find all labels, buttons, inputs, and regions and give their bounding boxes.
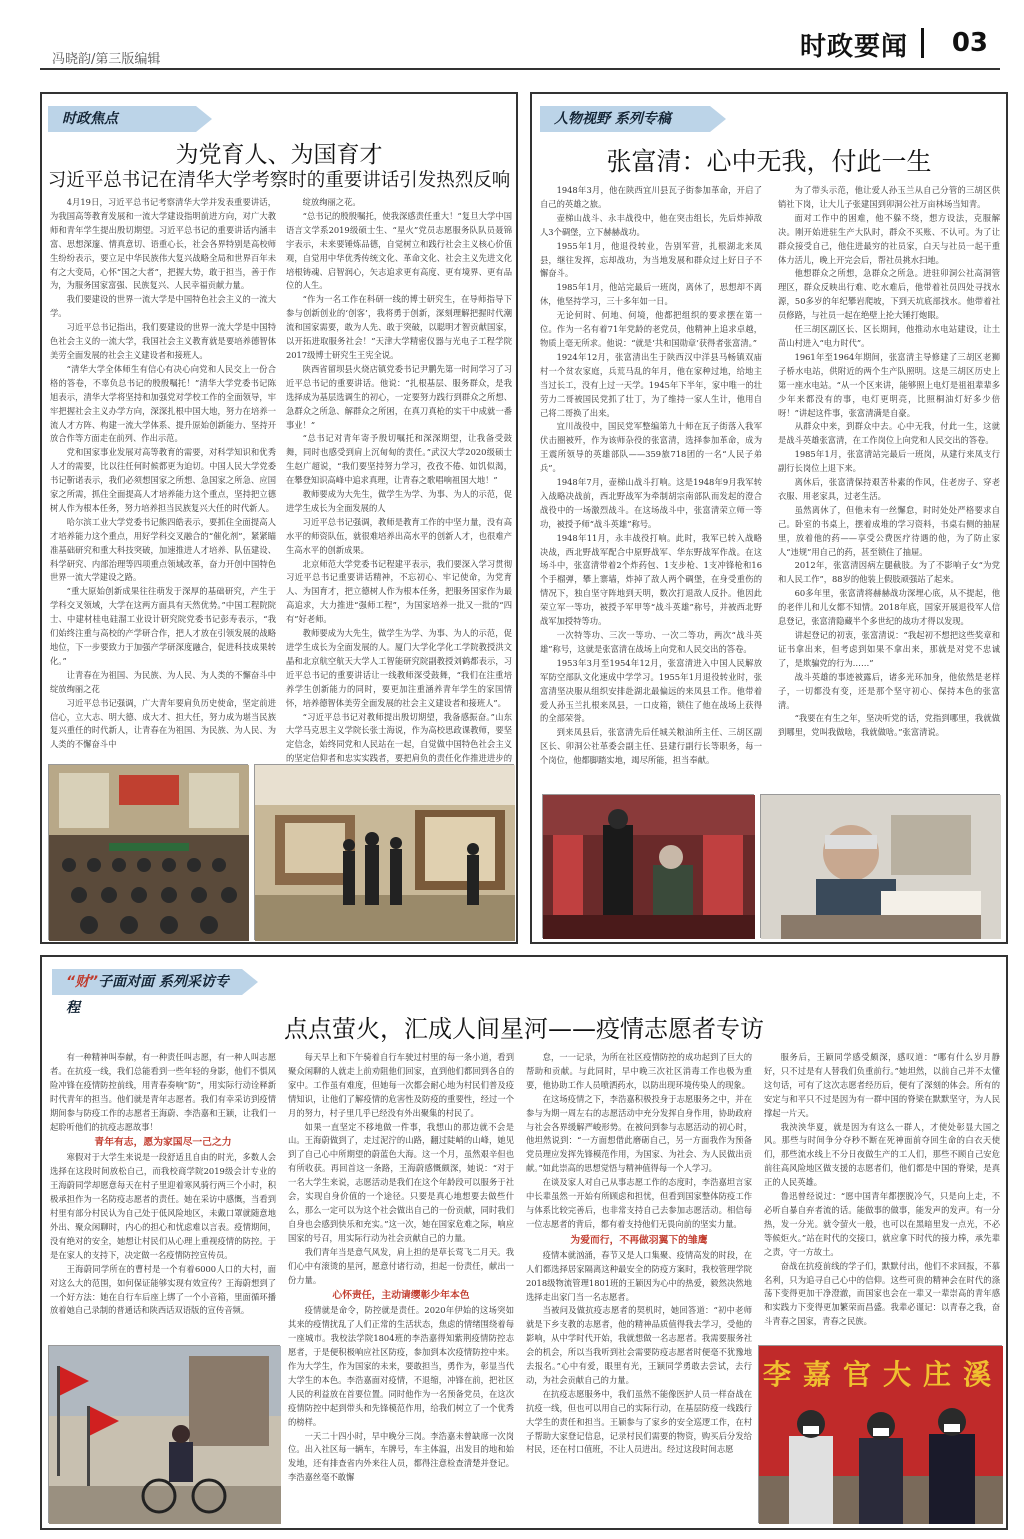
paragraph: 北京师范大学党委书记程建平表示，我们要深入学习贯彻习近平总书记重要讲话精神，不忘初心、牢记使命，为党育人、为国育才，把立德树人作为根本任务，把服务国家作为最高追求，大力推进“强师工程”，为国家培养一批又一批的“四有”好老师。 (286, 558, 512, 625)
left-article-box (40, 92, 518, 944)
bottom-tag-mark: “财” (66, 974, 99, 990)
right-article-box (530, 92, 1008, 944)
banner-char-5: 庄 (923, 1358, 952, 1391)
paragraph: 1955年1月，他退役转业，告别军营，扎根湖北来凤县，继往发挥，忘却战功，为当地发展和群众过上好日子不懈奋斗。 (540, 240, 762, 279)
paragraph: 1924年12月，张富清出生于陕西汉中洋县马畅镇双庙村一个贫农家庭，兵荒马乱的年月，他在家种过地，给地主当过长工，没有上过一天学。1945年下半年，家中唯一的壮劳力二哥被国民党抓了壮丁，为了维持一家人生计，他用自己将二哥换了出来。 (540, 351, 762, 418)
paragraph: 讲起登记的初衷，张富清说：“我起初不想把这些奖章和证书拿出来，但考虑到如果不拿出来，那就是对党不忠诚了，是欺骗党的行为……” (778, 630, 1000, 668)
paragraph: “作为一名工作在科研一线的博士研究生，在导师指导下参与创新创业的‘创客’，我将勇于创新，深刻理解把握时代潮流和国家需要，敢为人先、敢于突破，以聪明才智贡献国家，以开拓进取服务社会！”天津大学精密仪器与光电子工程学院2017级博士研究生王宪全说。 (286, 294, 512, 360)
section-subheading: 心怀责任，主动请缨彰少年本色 (332, 1290, 470, 1302)
bottom-article-column-3 (526, 1051, 752, 1523)
paragraph: 让青春在为祖国、为民族、为人民、为人类的不懈奋斗中绽放绚丽之花 (50, 669, 276, 694)
paragraph: 疫情本就汹涌，春节又是人口集聚、疫情高发的时段，在人们都选择居家隔离这种最安全的防疫方案时，我校管理学院2018级物流管理1801班的王颖因为心中的热爱，毅然决然地选择走出家门当一名志愿者。 (526, 1249, 752, 1302)
paragraph: 陕西省留坝县火烧店镇党委书记尹鹏先第一时间学习了习近平总书记的重要讲话。他说：“扎根基层、服务群众，是我选择成为基层选调生的初心，一定要努力践行到群众之所想、急群众之所急、解群众之所困，在真刀真枪的实干中成就一番事业！” (286, 363, 512, 430)
paragraph: 战斗英雄的事迹被露后，诸多光环加身，他依然是老样子，一切都没有变，还是那个坚守初心、保持本色的张富清。 (778, 671, 1000, 710)
paragraph: 教师要成为大先生，做学生为学、为事、为人的示范，促进学生成长为全面发展的人 (286, 489, 512, 513)
paragraph: “清华大学全体师生有信心有决心向党和人民交上一份合格的答卷，不辜负总书记的殷殷嘱托！”清华大学党委书记陈旭表示，清华大学将坚持和加强党对学校工作的全面领导，牢牢把握社会主义办学方向，深深扎根中国大地，努力在培养一流人才方阵、构建一流大学体系、提升原始创新能力、坚持开放合作等方面走在前列、作出示范。 (50, 363, 276, 444)
paragraph: 鲁迅曾经说过：“愿中国青年都摆脱冷气，只是向上走，不必听自暴自弃者流的话。能做事的做事，能发声的发声。有一分热，发一分光。就令萤火一般，也可以在黑暗里发一点光，不必等候炬火。”站在时代的交接口，就应拿下时代的接力棒，承先辈之责，守一方故土。 (764, 1191, 1000, 1257)
left-article-title: 为党育人、为国育才 (175, 142, 383, 168)
right-article-title: 张富清：心中无我，付此一生 (606, 147, 932, 176)
right-photo-award (542, 794, 754, 938)
right-article-tag: 人物视野 系列专稿 (540, 106, 710, 132)
paragraph: 1985年1月，他站完最后一班岗，离休了，思想却不离休，他坚持学习，三十多年如一日。 (540, 282, 762, 307)
paragraph: 教师要成为大先生，做学生为学、为事、为人的示范，促进学生成长为全面发展的人。厦门大学化学化工学院教授洪文晶和北京航空航天大学人工智能研究院副教授刘鹤都表示，习近平总书记的重要讲话让一线教师深受鼓舞，“我们在注重培养学生创新能力的同时，要更加注重涵养青年学生的家国情怀，培养德智体美劳全面发展的社会主义建设者和接班人”。 (286, 628, 512, 708)
banner-char-6: 溪 (963, 1358, 992, 1391)
paragraph: 疫情就是命令，防控就是责任。2020年伊始的这场突如其来的疫情扰乱了人们正常的生活状态，焦虑的情绪围绕着每一座城市。我校法学院1804班的李浩嘉得知紫荆疫情防控志愿者，于是便积极响应社区防疫，参加到本次疫情防控中来。作为大学生，作为国家的未来，要敢担当，勇作为，彰显当代大学生的本色。李浩嘉面对疫情，不退缩，冲锋在前，把社区人民的利益放在首要位置。同时他作为一名预备党员，在这次疫情防控中起到带头和先锋模范作用，给我们树立了一个优秀的榜样。 (288, 1305, 514, 1427)
paragraph: 每天早上和下午骑着自行车驶过村里的每一条小道，看到聚众闲聊的人就走上前劝阻他们回家，直到他们都回到各自的家中。工作虽有难度，但她每一次都会耐心地为村民们普及疫情知识，让他们了解疫情的危害性及防疫的重要性，经过一个月的努力，村子里几乎已经没有外出聚集的村民了。 (288, 1052, 514, 1118)
bottom-article-title: 点点萤火，汇成人间星河——疫情志愿者专访 (284, 1015, 764, 1043)
paragraph: 无论何时、何地、何境，他都把组织的要求摆在第一位。作为一名有着71年党龄的老党员，他精神上追求卓越，物质上毫无所求。他说：“就是‘共和国勋章’获得者张富清。” (540, 310, 762, 348)
bottom-tag-text: 子面对面 系列采访专程 (66, 974, 229, 1016)
left-article-column-1 (50, 196, 276, 754)
bottom-article-column-4 (764, 1051, 1000, 1339)
paragraph: 怠，一一记录，为所在社区疫情防控的成功起到了巨大的帮助和贡献。与此同时，早中晚三次社区消毒工作也极为重要，他协助工作人员喷洒药水，以防出现环境传染人的现象。 (526, 1052, 752, 1090)
bottom-article-column-2 (288, 1051, 514, 1523)
bottom-article-tag (52, 969, 242, 1016)
paragraph: 习近平总书记指出，我们要建设的世界一流大学是中国特色社会主义的一流大学，我国社会主义教育就是要培养德智体美劳全面发展的社会主义建设者和接班人。 (50, 322, 276, 360)
right-article-column-2 (778, 184, 1000, 892)
paragraph: 1948年3月，他在陕西宜川县瓦子街参加革命，开启了自己的英雄之旅。 (540, 185, 762, 209)
paragraph: 4月19日，习近平总书记考察清华大学并发表重要讲话，为我国高等教育发展和一流大学建设指明前进方向，对广大教师和青年学生提出殷切期望。习近平总书记的重要讲话内涵丰富、思想深邃、情真意切、语重心长，社会各界特别是高校师生纷纷表示，要立足中华民族伟大复兴战略全局和世界百年未有之大变局，心怀“国之大者”，把握大势，敢于担当，善于作为，为服务国家富强、民族复兴、人民幸福贡献力量。 (50, 197, 276, 291)
paragraph: 1953年3月至1954年12月，张富清进入中国人民解放军防空部队文化速成中学学习。1955年1月退役转业时，张富清坚决服从组织安排赴湖北最偏远的来凤县工作。他带着爱人孙玉兰扎根来凤县，一口皮箱，锁住了他在战场上获得的全部荣誉。 (540, 657, 762, 724)
paragraph: 我们青年当是意气风发，肩上担的是草长莺飞二月天。我们心中有滚烫的星河，愿意付诸行动，担起一份责任，献出一份力量。 (288, 1246, 514, 1285)
page-number: 03 (951, 28, 988, 58)
section-title: 时政要闻 (799, 32, 908, 62)
paragraph: 一天二十四小时，早中晚分三岗。李浩嘉未曾缺席一次岗位。出入社区每一辆车，车牌号，车主体温，出发目的地和始发地，还有排查省内外来往人员，都得注意检查清楚并登记。李浩嘉丝毫不敢懈 (288, 1430, 514, 1483)
bottom-photo-volunteers (758, 1345, 1002, 1523)
paragraph: 60多年里，张富清将赫赫战功深埋心底，从不提起，他的老伴儿和儿女都不知情。2018年底，国家开展退役军人信息登记，张富清隐藏半个多世纪的战功才得以发现。 (778, 588, 1000, 627)
paragraph: 王海蔚同学所在的曹村是一个有着6000人口的大村，面对这么大的范围，如何保证能够实现有效宣传？王海蔚想到了一个好方法：她在自行车后座上绑了一个小音箱，里面循环播放着她自己录制的普通话和陕西话双语版的宣传音频。 (50, 1263, 276, 1316)
paragraph: 2012年，张富清因病左腿截肢。为了不影响子女“为党和人民工作”，88岁的他装上假肢顽强站了起来。 (778, 560, 1000, 585)
bottom-article-box (40, 955, 1008, 1530)
paragraph: “习近平总书记对教师提出殷切期望，我备感振奋。”山东大学马克思主义学院长张士海说，作为高校思政课教师，要坚定信念，始终同党和人民站在一起，自觉做中国特色社会主义的坚定信仰者和忠实实践者，要把肩负的责任化作推进进步的 (286, 711, 512, 764)
paragraph: 面对工作中的困难，他不躲不绕，想方设法，克服解决。刚开始进驻生产大队时，群众不买账、不认可。为了让群众接受自己，他住进最穷的社员家，白天与社员一起干重体力活儿，晚上开完会后，帮社员挑水扫地。 (778, 212, 1000, 265)
paragraph: 有一种精神叫奉献，有一种责任叫志愿，有一种人叫志愿者。在抗疫一线，我们总能看到一些年轻的身影，他们不惧风险冲锋在疫情防控前线，用青春奏响“防”，用实际行动诠释新时代青年的担当。他们就是青年志愿者。我们有幸采访到疫情期间参与防疫工作的志愿者王海蔚、李浩嘉和王颖，让我们一起聆听他们的抗疫志愿故事！ (50, 1052, 276, 1132)
paragraph: “总书记的殷殷嘱托，使我深感责任重大！”复旦大学中国语言文学系2019级硕士生、“星火”党员志愿服务队队员聂锦宇表示，未来要锤炼品德，自觉树立和践行社会主义核心价值观，自觉用中华优秀传统文化、革命文化、社会主义先进文化培根铸魂、启智润心，矢志追求更有高度、更有境界、更有品位的人生。 (286, 210, 512, 291)
paragraph: 服务后，王颖同学感受颇深，感叹道：“哪有什么岁月静好，只不过是有人替我们负重前行。”她坦然，以前自己并不太懂这句话，可有了这次志愿者经历后，便有了深刻的体会。所有的安定与和平只不过是因为有一群中国的脊梁在默默坚守，为人民撑起一片天。 (764, 1052, 1000, 1118)
paragraph: “重大原始创新成果往往萌发于深厚的基础研究，产生于学科交叉领域，大学在这两方面具有天然优势。”中国工程院院士、中建材桂电硅溜工业设计研究院党委书记彭寿表示，“我们始终注重与高校的产学研合作，把人才放在引领发展的战略地位，下一步要致力于加强产学研深度融合，促进科技成果转化。” (50, 586, 276, 666)
paragraph: 哈尔滨工业大学党委书记熊四皓表示，要抓住全面提高人才培养能力这个重点，用好学科交叉融合的“催化剂”，紧紧瞄准基础研究和重大科技突破，加速推进人才培养、队伍建设、科学研究、内部治理等四项重点领域改革，奋力开创中国特色世界一流大学建设之路。 (50, 516, 276, 583)
bottom-article-column-1 (50, 1051, 276, 1339)
section-subheading: 青年有志，愿为家国尽一己之力 (94, 1137, 232, 1149)
paragraph: “总书记对青年寄予殷切嘱托和深深期望，让我备受鼓舞，同时也感受到肩上沉甸甸的责任。”武汉大学2020级硕士生赵广超说，“我们要坚持努力学习，孜孜不倦、如饥似渴，在攀登知识高峰中追求真理，让青春之歌唱响祖国大地！” (286, 433, 512, 486)
paragraph: 奋战在抗疫前线的学子们，默默付出，他们不求回报，不慕名利，只为追寻自己心中的信仰。这些可贵的精神会在时代的涤荡下变得更加干净澄澈，而国家也会在一辈又一辈崇高的青年感和实践力下变得更加繁荣而昌盛。我辈必谨记：以青春之我，奋斗青春之国家，青春之民族。 (764, 1260, 1000, 1327)
paragraph: 我泱泱华夏，就是因为有这么一群人，才使处彰显大国之风。那些与时间争分夺秒不断在死神面前夺回生命的白衣天使们，那些流水线上不分日夜做生产的工人们，那些不顾自己安危前往高风险地区做支援的志愿者们，他们都是中国的脊梁，是真正的人民英雄。 (764, 1121, 1000, 1188)
paragraph: “我要在有生之年，坚决听党的话，党指到哪里，我就做到哪里，党叫我做啥，我就做啥。”张富清说。 (778, 713, 1000, 738)
left-article-column-2 (286, 196, 512, 764)
paragraph: 习近平总书记强调，广大青年要肩负历史使命，坚定前进信心，立大志、明大德、成大才、担大任，努力成为堪当民族复兴重任的时代新人，让青春在为祖国、为民族、为人民、为人类的不懈奋斗中 (50, 697, 276, 750)
paragraph: 从群众中来，到群众中去。心中无我，付此一生，这就是战斗英雄张富清，在工作岗位上向党和人民交出的答卷。 (778, 421, 1000, 446)
paragraph: 在这场疫情之下，李浩嘉积极投身于志愿服务之中，并在参与为期一周左右的志愿活动中充分发挥自身作用，协助政府与社会各界缓解严峻形势。在被问到参与志愿活动的初心时，他坦然说到：“一方面想借此磨砺自己，另一方面我作为预备党员理应发挥先锋模范作用，为国家、为社会、为人民做出贡献。”如此崇高的思想觉悟与精神值得每一个人学习。 (526, 1093, 752, 1174)
paragraph: 当被问及做抗疫志愿者的契机时，她回答道：“初中老师就是下乡支教的志愿者，他的精神品质值得我去学习，受他的影响，从中学时代开始，我就想做一名志愿者。我需要服务社会的机会，所以当我听到社会需要防疫志愿者时便毫不犹豫地去报名。”心中有爱，眼里有光，王颖同学勇敢去尝试，去行动，为社会贡献自己的力量。 (526, 1305, 752, 1385)
paragraph: 1985年1月，张富清站完最后一班岗，从建行来凤支行副行长岗位上退下来。 (778, 449, 1000, 474)
paragraph: 一次特等功、三次一等功、一次二等功，两次“战斗英雄”称号，这就是张富清在战场上向党和人民交出的答卷。 (540, 630, 762, 654)
paragraph: 在谈及家人对自己从事志愿工作的态度时，李浩嘉坦言家中长辈虽然一开始有所顾虑和担忧，但看到国家整体防疫工作与体系比较完善后，也非常支持自己去参加志愿活动。相信每一位志愿者的背后，都有着支持他们无畏向前的坚实力量。 (526, 1177, 752, 1229)
paragraph: 1948年11月，永丰战役打响。此时，我军已转入战略决战，西北野战军配合中原野战军、华东野战军作战。在这场斗中，张富清带着2个炸药包、1支步枪、1支冲锋枪和16个手榴弹，攀上寨墙，炸掉了敌人两个碉堡，在身受重伤的情况下，独自坚守阵地到天明，数次打退敌人反扑。他因此荣立军一等功，被授予军甲等“战斗英雄”称号，并被西北野战军加授特等功。 (540, 532, 762, 627)
paragraph: 壶梯山战斗、永丰战役中，他在突击组长，先后炸掉敌人3个碉堡，立下赫赫战功。 (540, 212, 762, 237)
header-separator (921, 28, 924, 58)
paragraph: 任三胡区副区长、区长期间，他推动水电站建设，让土苗山村进入“电力时代”。 (778, 324, 1000, 348)
paragraph: 1948年7月，壶梯山战斗打响。这是1948年9月我军转入战略决战前，西北野战军为牵制胡宗南部队而发起的澄合战役中的一场激烈战斗。在这场战斗中，张富清荣立师一等功，被授予师“战斗英雄”称号。 (540, 477, 762, 529)
paragraph: 绽放绚丽之花。 (302, 197, 361, 207)
banner-char-3: 官 (843, 1358, 872, 1391)
paragraph: 在抗疫志愿服务中，我们虽然不能像医护人员一样奋战在抗疫一线，但也可以用自己的实际行动，在基层防疫一线践行大学生的责任和担当。王颖参与了家乡的安全巡逻工作，在村子帮助大家登记信息，记录村民们需要的物资，购买后分发给村民，还在村口值班，不让人员进出。经过这段时间志愿 (526, 1388, 752, 1455)
paragraph: 到来凤县后，张富清先后任城关粮油所主任、三胡区副区长、卯洞公社革委会副主任、县建行副行长等职务，每一个岗位，他都脚踏实地，竭尽所能，担当奉献。 (540, 727, 762, 766)
banner-char-2: 嘉 (803, 1358, 832, 1391)
paragraph: 1961年至1964年期间，张富清主导修建了三胡区老狮子桥水电站，供附近的两个生产队照明。这是三胡区历史上第一座水电站。“从一个区来讲，能够照上电灯是祖祖辈辈多少年来都没有的事，电灯更明亮，比照桐油灯好多少倍呀！”讲起这件事，张富清满是自豪。 (778, 351, 1000, 418)
paragraph: 为了带头示范，他让爱人孙玉兰从自己分管的三胡区供销社下岗，让大儿子张建国到卯洞公社万亩林场当知青。 (778, 185, 1000, 209)
paragraph: 离休后，张富清保持艰苦朴素的作风，住老房子、穿老衣服、用老家具，过老生活。 (778, 477, 1000, 501)
paragraph: 他想群众之所想，急群众之所急。进驻卯洞公社高洞管理区，群众反映出行难、吃水难后，他带着社员四处寻找水源，50多岁的年纪攀岩爬坡，下到天坑底部找水。他带着社员修路，与社员一起在绝壁上抡大锤打炮眼。 (778, 268, 1000, 321)
paragraph: 宜川战役中，国民党军整编第九十师在瓦子街落入我军伏击圈被歼，作为该师杂役的张富清，选择参加革命，成为王震所领导的英雄部队——359旅718团的一名“人民子弟兵”。 (540, 421, 762, 474)
paragraph: 我们要建设的世界一流大学是中国特色社会主义的一流大学。 (50, 294, 276, 319)
paragraph: 虽然离休了，但他未有一丝懈怠，时时处处严格要求自己。卧室的书桌上，摆着成堆的学习资料，书桌右侧的抽屉里，放着他的药——享受公费医疗待遇的他，为了防止家人“违规”用自己的药，甚至锁住了抽屉。 (778, 504, 1000, 557)
bottom-photo-cycling (48, 1345, 280, 1523)
editor-credit: 冯晓韵/第三版编辑 (52, 52, 161, 67)
banner-char-4: 大 (883, 1358, 912, 1391)
page-header (40, 0, 1000, 70)
paragraph: 习近平总书记强调，教师是教育工作的中坚力量，没有高水平的师资队伍，就很难培养出高水平的创新人才，也很难产生高水平的创新成果。 (286, 516, 512, 555)
left-article-tag: 时政焦点 (48, 106, 196, 132)
left-article-subtitle: 习近平总书记在清华大学考察时的重要讲话引发热烈反响 (47, 170, 511, 191)
right-article-column-1 (540, 184, 762, 892)
paragraph: 党和国家事业发展对高等教育的需要，对科学知识和优秀人才的需要，比以往任何时候都更为迫切。中国人民大学党委书记靳诺表示，我们必须想国家之所想、急国家之所急、应国家之所需，抓住全面提高人才培养能力这个重点，坚持把立德树人作为根本任务，努力培养担当民族复兴大任的时代新人。 (50, 447, 276, 513)
paragraph: 寒假对于大学生来说是一段舒适且自由的时光，多数人会选择在这段时间放松自己，而我校商学院2019级会计专业的王海蔚同学却愿意每天在村子里迎着寒风骑行两三个小时，积极承担作为一名防疫志愿者的责任。她在采访中感慨，当看到村里有部分村民认为自己处于低风险地区，未戴口罩就随意地外出、聚众闲聊时，内心的担心和忧虑难以言表。疫情期间，没有绝对的安全，她想让村民们从心理上重视疫情的防控。于是在家人的支持下，决定做一名疫情防控宣传员。 (50, 1152, 276, 1260)
right-photo-portrait (760, 794, 1000, 938)
section-subheading: 为爱而行，不再做羽翼下的雏鹰 (570, 1234, 708, 1246)
left-photo-meeting (48, 764, 248, 940)
paragraph: 如果一直坚定不移地做一件事，我想山的那边就不会是山。王海蔚做到了，走过泥泞的山路，翻过陡峭的山峰，她见到了自己心中所期望的蔚蓝色大海。这一个月，虽然艰辛但也有所收获。再回首这一条路，王海蔚感慨颇深，她说：“对于一名大学生来说，志愿活动是我们在这个年龄段可以服务于社会，实现自身价值的一个途径。只要是真心地想要去做些什么，那么一定可以为这个社会做出自己的一份贡献，同时我们自身也会感到快乐和充实。”这一次，她在国家危难之际，响应国家的号召，用实际行动为社会贡献自己的力量。 (288, 1121, 514, 1243)
banner-char-1: 李 (763, 1358, 792, 1391)
left-photo-exhibition (254, 764, 514, 940)
